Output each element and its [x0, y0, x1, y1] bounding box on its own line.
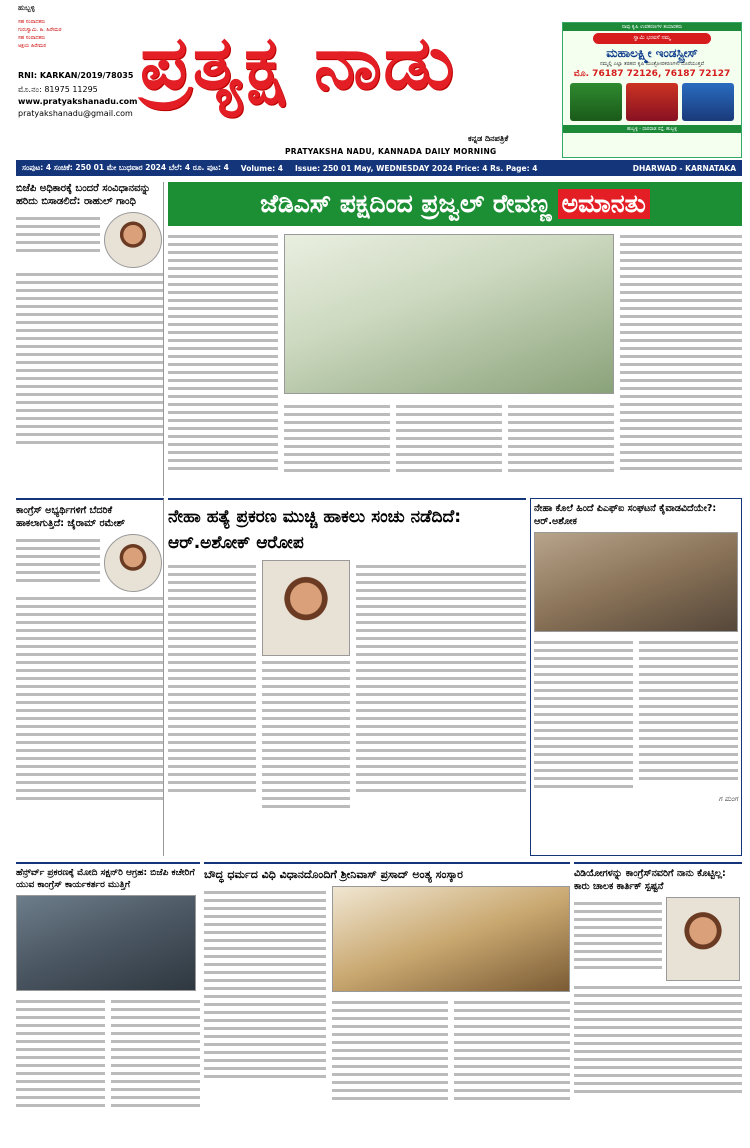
article-body	[454, 996, 570, 1105]
staff-line: ಸಹ ಸಂಪಾದಕರು	[18, 35, 46, 41]
banner-highlight: ಅಮಾನತು	[558, 189, 650, 219]
article-headline: ವಿಡಿಯೋಗಳನ್ನು ಕಾಂಗ್ರೆಸ್‌ನವರಿಗೆ ನಾನು ಕೊಟ್ಟಿಲ್ಲ: ಕಾರು ಚಾಲಕ ಕಾರ್ತಿಕ್ ಸ್ಪಷ್ಟನೆ	[574, 868, 726, 892]
article-body	[574, 986, 742, 1093]
staff-line: ಗುರುಸ್ವಾಮಿ. ಹಿ. ಹಿರೇಮಠ	[18, 27, 62, 33]
tagline-top: ಹುಬ್ಬಳ್ಳಿ	[18, 4, 35, 12]
issue-label: Issue: 250 01 May, WEDNESDAY 2024 Price: 4 Rs. Page: 4	[294, 163, 538, 173]
subtitle-kannada: ಕನ್ನಡ ದಿನಪತ್ರಿಕೆ	[468, 134, 509, 143]
masthead-left	[18, 4, 138, 120]
rni-number: RNI: KARKAN/2019/78035	[18, 71, 134, 80]
article-body	[16, 534, 100, 592]
article-neha-pfi[interactable]	[530, 498, 742, 856]
article-headline: ನೇಹಾ ಹತ್ಯೆ ಪ್ರಕರಣ ಮುಚ್ಚಿ ಹಾಕಲು ಸಂಚು ನಡೆದಿದೆ: ಆರ್.ಅಶೋಕ್ ಆರೋಪ	[168, 507, 461, 553]
article-karthik[interactable]	[574, 862, 742, 1142]
article-headline: ನೇಹಾ ಕೊಲೆ ಹಿಂದೆ ಪಿಎಫ್‌ಐ ಸಂಘಟನೆ ಕೈವಾಡವಿದೆಯೇ?: ಆರ್.ಅಶೋಕ	[534, 503, 717, 527]
email-link[interactable]: pratyakshanadu@gmail.com	[18, 109, 133, 118]
article-rahul[interactable]	[16, 182, 164, 496]
article-neha[interactable]	[168, 498, 526, 856]
r-ashok-photo	[262, 560, 350, 656]
issue-info-kannada: ಸಂಪುಟ: 4 ಸಂಚಿಕೆ: 250 01 ಮೇ ಬುಧವಾರ 2024 ಬೆಲೆ: 4 ರೂ. ಪುಟ: 4	[22, 163, 229, 172]
volume-label: Volume: 4	[240, 163, 283, 173]
article-body	[639, 636, 738, 793]
newspaper-logo: ಪ್ರತ್ಯಕ್ಷ ನಾಡು	[140, 20, 456, 106]
ad-footer: ಹುಬ್ಬಳ್ಳಿ - ಧಾರವಾಡ ರಸ್ತೆ, ಹುಬ್ಬಳ್ಳಿ	[563, 125, 741, 133]
article-body	[16, 273, 163, 444]
article-srinivas-prasad[interactable]	[204, 862, 570, 1142]
jds-meeting-photo	[284, 234, 614, 394]
tractor-image	[570, 83, 622, 121]
protest-photo	[16, 895, 196, 991]
article-headline: ಹೆನ್ರ್‌ರ್ವ್ ಪ್ರಕರಣಕ್ಕೆ ಮೋದಿ ಸಕ್ಷನ್‌ರಿ ಆಗ್ರಹ: ಬಿಜೆಪಿ ಕಚೇರಿಗೆ ಯುವ ಕಾಂಗ್ರೆಸ್ ಕಾರ್ಯಕರ್ತರ ಮುತ್ತಿಗೆ	[16, 868, 195, 890]
article-headline: ಬೌದ್ಧ ಧರ್ಮದ ವಿಧಿ ವಿಧಾನದೊಂದಿಗೆ ಶ್ರೀನಿವಾಸ್ ಪ್ರಸಾದ್ ಅಂತ್ಯ ಸಂಸ್ಕಾರ	[204, 868, 463, 881]
article-body	[332, 996, 448, 1105]
article-headline: ಬಿಜೆಪಿ ಅಧಿಕಾರಕ್ಕೆ ಬಂದರೆ ಸಂವಿಧಾನವನ್ನು ಹರಿದು ಬಿಸಾಡಲಿದೆ: ರಾಹುಲ್ ಗಾಂಧಿ	[16, 183, 151, 207]
article-body	[574, 897, 662, 981]
place-label: DHARWAD - KARNATAKA	[632, 163, 736, 173]
ad-company-name: ಮಹಾಲಕ್ಷ್ಮೀ ಇಂಡಸ್ಟ್ರೀಸ್	[606, 46, 698, 60]
jairam-ramesh-photo	[104, 534, 162, 592]
lead-body-under-photo	[284, 400, 614, 477]
article-body	[16, 995, 105, 1112]
ashok-visit-photo	[534, 532, 738, 632]
article-body	[534, 636, 633, 793]
article-youth-congress[interactable]	[16, 862, 200, 1142]
article-headline: ಕಾಂಗ್ರೆಸ್ ಅಭ್ಯರ್ಥಿಗಳಿಗೆ ಬೆದರಿಕೆ ಹಾಕಲಾಗುತ್ತಿದೆ: ಜೈರಾಮ್ ರಮೇಶ್	[16, 505, 125, 529]
article-body	[262, 661, 350, 808]
funeral-photo	[332, 886, 570, 992]
article-body	[111, 995, 200, 1112]
ad-description: ನಮ್ಮಲ್ಲಿ ಎಲ್ಲಾ ತರಹದ ಕೃಷಿ ಯಂತ್ರೋಪಕರಣಗಳು ದೊರೆಯುತ್ತವೆ	[600, 61, 704, 67]
issue-info-bar	[16, 160, 742, 176]
website-link[interactable]: www.pratyakshanadu.com	[18, 97, 138, 106]
article-body	[16, 212, 100, 268]
article-body	[204, 886, 326, 1105]
banner-text: ಜೆಡಿಎಸ್ ಪಕ್ಷದಿಂದ ಪ್ರಜ್ವಲ್ ರೇವಣ್ಣ	[260, 189, 552, 218]
karthik-photo	[666, 897, 740, 981]
lead-banner-headline[interactable]	[168, 182, 742, 226]
subtitle-english: PRATYAKSHA NADU, KANNADA DAILY MORNING	[285, 147, 497, 156]
staff-line: ಅಕ್ಷಯ ಹಿರೇಮಠ	[18, 43, 47, 49]
contact-block	[18, 84, 138, 120]
advertisement-box[interactable]	[562, 22, 742, 158]
lead-body-col-right	[620, 230, 742, 475]
staff-line: ಸಹ ಸಂಪಾದಕರು	[18, 19, 46, 25]
article-jairam[interactable]	[16, 498, 164, 856]
ad-top-strip: ನಾವು ಕೃಷಿ ಉಪಕರಣಗಳ ತಯಾರಕರು	[563, 23, 741, 31]
ad-phone: ಮೊ. 76187 72126, 76187 72127	[573, 69, 731, 79]
mobile-number: ಮೊ.ನಂ: 81975 11295	[18, 85, 98, 94]
ad-machines	[563, 83, 741, 121]
ad-sub-strip: ಸ್ವಾಮಿ ಭರವಸೆ ನಮ್ಮ	[593, 33, 711, 44]
reporter-signature: ಗ ಮಂಗ	[718, 795, 738, 803]
lead-body-col1	[168, 230, 278, 475]
article-body	[16, 597, 163, 800]
article-body	[168, 560, 256, 813]
rotavator-image	[626, 83, 678, 121]
lead-story[interactable]	[168, 230, 742, 492]
rahul-gandhi-photo	[104, 212, 162, 268]
article-body	[356, 560, 526, 813]
trailer-image	[682, 83, 734, 121]
